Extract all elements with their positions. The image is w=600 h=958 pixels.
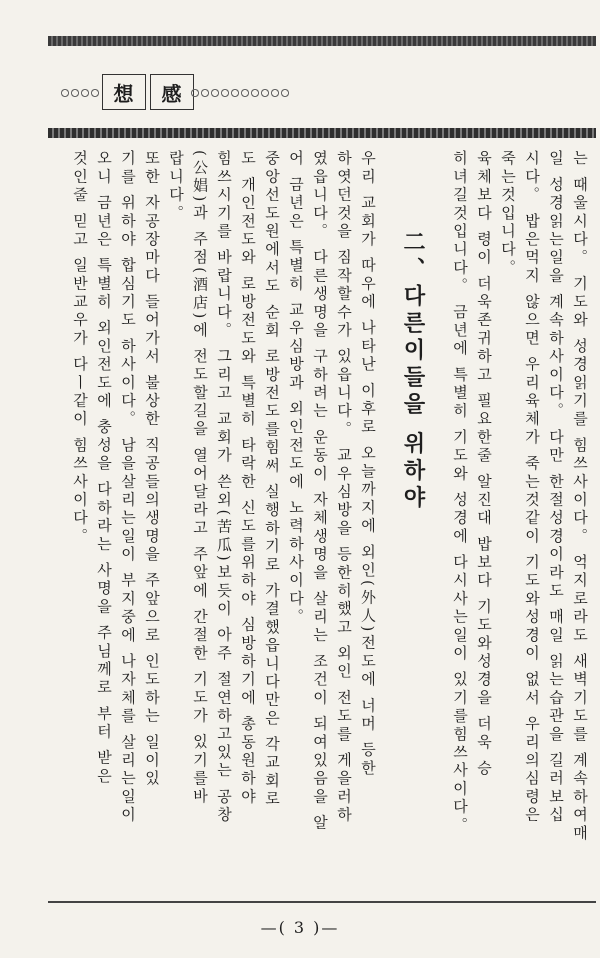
text-column-12: 어 금년은 특별히 교우심방과 외인전도에 노력하사이다。: [287, 150, 305, 627]
text-column-6: 히녀길것입니다。 금년에 특별히 기도와 성경에 다시사는일이 있기를힘쓰사이다。: [451, 150, 469, 835]
section-header-band: [60, 70, 310, 116]
wavy-ornament-right: [190, 88, 290, 98]
body-text: [40, 150, 590, 890]
header-bottom-rule: [48, 128, 596, 138]
text-column-17: 랍니다。: [167, 150, 185, 223]
text-column-15: 힘쓰시기를 바랍니다。 그리고 교회가 쓴외(苦瓜)보듯이 아주 절연하고있는 공창: [215, 150, 233, 825]
text-column-11: 였읍니다。 다른생명을 구하려는 운동이 자체생명을 살리는 조건이 되여있음을 알: [311, 150, 329, 833]
header-char-box-1: 想: [102, 74, 146, 110]
text-column-2: 일 성경읽는일을 계속하사이다。 다만 한절성경이라도 매일 읽는습관을 길러보십: [547, 150, 565, 825]
top-border-rule: [48, 36, 596, 46]
wavy-ornament-left: [60, 88, 100, 98]
text-column-5: 육체보다 령이 더욱존귀하고 필요한줄 알진대 밥보다 기도와성경을 더욱 승: [475, 150, 493, 778]
text-column-16: (公娼)과 주점(酒店)에 전도할길을 열어달라고 주앞에 간절한 기도가 있기를바: [191, 150, 209, 807]
text-column-14: 도 개인전도와 로방전도와 특별히 타락한 신도를위하야 심방하기에 총동원하야: [239, 150, 257, 807]
text-column-3: 시다。 밥은먹지 않으면 우리육체가 죽는것같이 기도와성경이 없서 우리의심령은: [523, 150, 541, 825]
text-column-10: 하엿던것을 짐작할수가 있읍니다。 교우심방을 등한히했고 외인 전도를 게을러하: [335, 150, 353, 825]
footer-rule: [48, 901, 596, 903]
text-column-4: 죽는것입니다。: [499, 150, 517, 278]
text-column-19: 기를 위하야 합심기도 하사이다。 남을살리는일이 부지중에 나자체를 살리는일이: [119, 150, 137, 825]
header-char-box-2: 感: [150, 74, 194, 110]
text-column-21: 것인줄 믿고 일반교우가 다ㅣ같이 힘쓰사이다。: [71, 150, 89, 546]
text-column-13: 중앙선도원에서도 순회 로방전도를힘써 실행하기로 가결했읍니다만은 각교회로: [263, 150, 281, 809]
text-column-1: 는 때울시다。 기도와 성경읽기를 힘쓰사이다。 억지로라도 새벽기도를 계속하여매: [571, 150, 589, 843]
text-column-20: 오니 금년은 특별히 외인전도에 충성을 다하라는 사명을 주님께로 부터 받은: [95, 150, 113, 786]
text-column-9: 우리 교회가 따우에 나타난 이후로 오늘까지에 외인(外人)전도에 너머 등한: [359, 150, 377, 778]
section-heading: 二、다른이들을 위하야: [400, 230, 426, 513]
text-column-18: 또한 자공장마다 들어가서 불상한 직공들의생명을 주앞으로 인도하는 일이있: [143, 150, 161, 789]
page-number: —( 3 )—: [260, 918, 340, 937]
